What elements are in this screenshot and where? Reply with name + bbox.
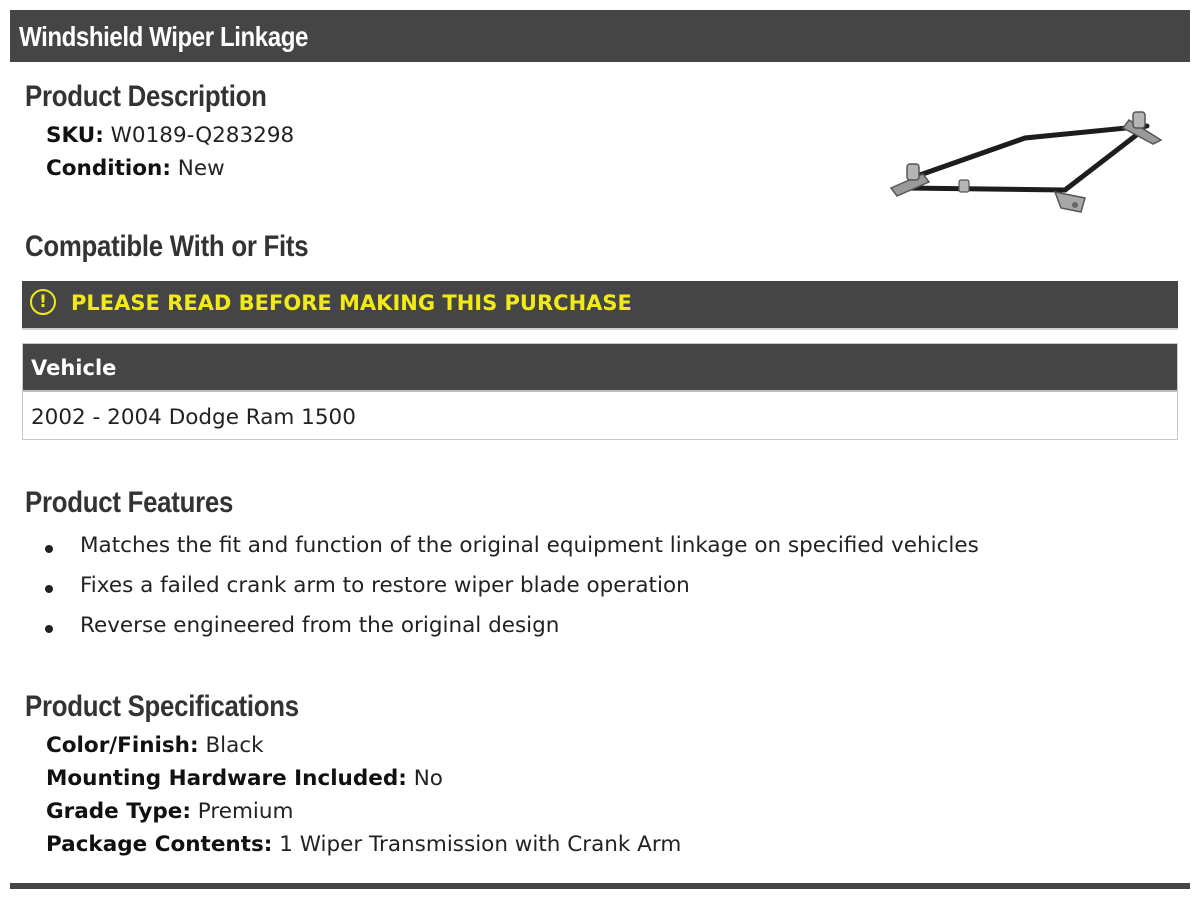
alert-circle-icon: !: [30, 289, 56, 315]
spec-value: Black: [205, 733, 264, 758]
bullet-icon: [45, 625, 53, 633]
product-description-heading: Product Description: [25, 80, 267, 113]
condition-label: Condition:: [46, 156, 171, 181]
spec-line: [46, 799, 293, 824]
vehicle-table-header: [23, 344, 1177, 392]
sku-label: SKU:: [46, 123, 104, 148]
spec-value: No: [413, 766, 443, 791]
spec-label: Mounting Hardware Included:: [46, 766, 407, 791]
bullet-icon: [45, 585, 53, 593]
spec-line: [46, 766, 443, 791]
sku-value: W0189-Q283298: [110, 123, 295, 148]
product-image: [885, 108, 1165, 226]
title-bar: [10, 10, 1190, 62]
bottom-divider: [10, 883, 1190, 889]
vehicle-table: [22, 343, 1178, 440]
spec-label: Grade Type:: [46, 799, 191, 824]
page-title: Windshield Wiper Linkage: [19, 21, 308, 52]
vehicle-column-header: Vehicle: [31, 356, 117, 380]
condition-line: [46, 156, 225, 181]
spec-label: Color/Finish:: [46, 733, 199, 758]
condition-value: New: [177, 156, 225, 181]
sku-line: [46, 123, 294, 148]
spec-line: [46, 832, 681, 857]
spec-line: [46, 733, 264, 758]
product-specifications-heading: Product Specifications: [25, 690, 299, 723]
feature-text: Reverse engineered from the original design: [80, 613, 560, 638]
notice-text: PLEASE READ BEFORE MAKING THIS PURCHASE: [71, 291, 632, 315]
purchase-notice: [22, 281, 1178, 330]
feature-text: Matches the fit and function of the original equipment linkage on specified vehicles: [80, 533, 979, 558]
compatibility-heading: Compatible With or Fits: [25, 230, 309, 263]
product-features-heading: Product Features: [25, 486, 234, 519]
vehicle-row: 2002 - 2004 Dodge Ram 1500: [31, 405, 356, 430]
feature-text: Fixes a failed crank arm to restore wiper blade operation: [80, 573, 690, 598]
bullet-icon: [45, 545, 53, 553]
spec-label: Package Contents:: [46, 832, 273, 857]
spec-value: Premium: [197, 799, 294, 824]
spec-value: 1 Wiper Transmission with Crank Arm: [279, 832, 682, 857]
